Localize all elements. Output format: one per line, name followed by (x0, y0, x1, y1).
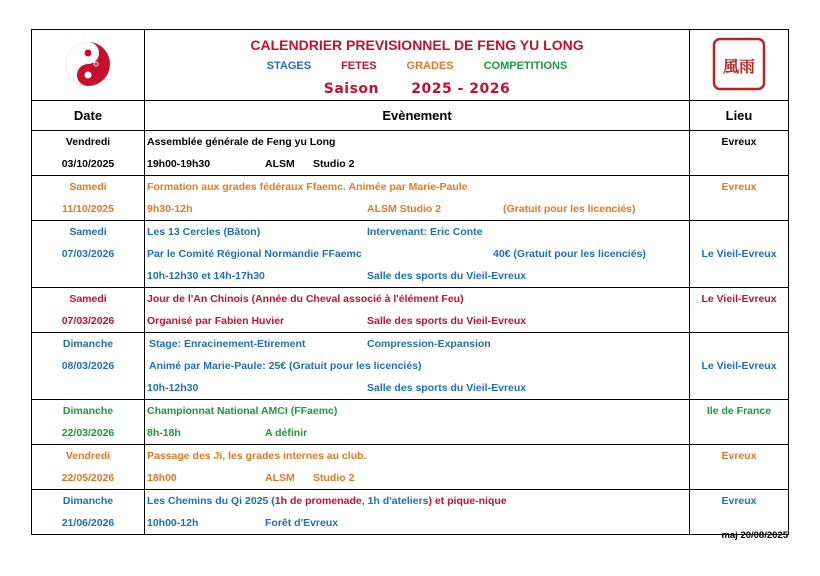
event-title: Les 13 Cercles (Bâton) (147, 226, 261, 238)
event-title: Assemblée générale de Feng yu Long (147, 136, 336, 148)
category-grades: GRADES (406, 60, 454, 72)
table-row (32, 445, 789, 490)
event-title (145, 490, 689, 512)
event-title: Championnat National AMCI (FFaemc) (147, 405, 338, 417)
event-organizer: Par le Comité Régional Normandie FFaemc (147, 248, 362, 260)
col-date: Date (32, 101, 145, 131)
event-title: Stage: Enracinement-Etirement (149, 338, 306, 350)
event-date: 03/10/2025 (61, 158, 115, 170)
event-date: 11/10/2025 (62, 203, 114, 215)
event-date: 08/03/2026 (61, 360, 115, 372)
event-lieu: Evreux (721, 450, 757, 462)
event-venue: A définir (265, 427, 308, 439)
event-day: Samedi (69, 181, 107, 193)
event-title-sep: , (361, 495, 368, 507)
event-room: Studio 2 (313, 158, 355, 170)
event-title-part: Les Chemins du Qi 2025 ( (147, 495, 275, 507)
table-row (32, 288, 789, 333)
column-header-row (32, 101, 789, 131)
event-lieu: Evreux (721, 181, 757, 193)
event-subtitle: Compression-Expansion (367, 338, 491, 350)
club-logo-icon (58, 34, 118, 94)
header-row (32, 30, 789, 101)
category-legend (145, 60, 689, 72)
update-date: maj 20/08/2025 (721, 530, 788, 541)
event-time: 10h-12h30 (147, 382, 199, 394)
table-row (32, 333, 789, 400)
event-date: 22/03/2026 (61, 427, 115, 439)
season-line (145, 81, 689, 97)
event-venue: Salle des sports du Vieil-Evreux (367, 315, 527, 327)
event-title-part: ) et pique-nique (428, 495, 507, 507)
event-day: Vendredi (65, 450, 111, 462)
event-time: 19h00-19h30 (147, 158, 211, 170)
svg-text:風雨: 風雨 (722, 56, 756, 76)
table-row (32, 400, 789, 445)
event-price: 40€ (Gratuit pour les licenciés) (493, 248, 646, 260)
table-row (32, 176, 789, 221)
event-venue: Salle des sports du Vieil-Evreux (367, 270, 527, 282)
event-price: (Gratuit pour les licenciés) (503, 203, 636, 215)
event-day: Dimanche (62, 338, 114, 350)
event-organizer: Animé par Marie-Paule: 25€ (Gratuit pour les licenciés) (149, 360, 422, 372)
calendar-table (31, 29, 789, 535)
event-speaker: Intervenant: Eric Conte (367, 226, 483, 238)
event-venue: Forêt d'Evreux (265, 517, 339, 529)
event-title: Formation aux grades fédéraux Ffaemc. Animée par Marie-Paule (147, 181, 468, 193)
event-day: Samedi (69, 293, 107, 305)
event-day: Dimanche (62, 495, 114, 507)
season-label: Saison (323, 81, 379, 97)
event-day: Samedi (69, 226, 107, 238)
title-cell (145, 30, 690, 101)
event-date: 22/05/2026 (61, 472, 115, 484)
event-lieu: Ile de France (706, 405, 772, 417)
table-row (32, 131, 789, 176)
seal-cell (690, 30, 789, 101)
event-title: Passage des Ji, les grades internes au club. (147, 450, 367, 462)
event-venue: Salle des sports du Vieil-Evreux (367, 382, 527, 394)
event-day: Dimanche (62, 405, 114, 417)
event-title-part: 1h d'ateliers (367, 495, 429, 507)
event-date: 21/06/2026 (61, 517, 115, 529)
event-lieu: Le Vieil-Evreux (701, 293, 777, 305)
table-row (32, 490, 789, 535)
category-competitions: COMPETITIONS (483, 60, 568, 72)
category-stages: STAGES (266, 60, 312, 72)
logo-cell (32, 30, 145, 101)
event-time: 10h00-12h (147, 517, 199, 529)
event-title: Jour de l'An Chinois (Année du Cheval associé à l'élément Feu) (147, 293, 464, 305)
table-row (32, 221, 789, 288)
event-time: 10h-12h30 et 14h-17h30 (147, 270, 265, 282)
page-title: CALENDRIER PREVISIONNEL DE FENG YU LONG (250, 37, 584, 53)
event-venue: ALSM (265, 472, 295, 484)
event-time: 8h-18h (147, 427, 181, 439)
event-title-highlight: 1h de promenade (274, 495, 362, 507)
event-day: Vendredi (65, 136, 111, 148)
event-date: 07/03/2026 (61, 315, 115, 327)
event-lieu: Evreux (721, 136, 757, 148)
col-event: Evènement (145, 101, 690, 131)
col-lieu: Lieu (690, 101, 789, 131)
event-time: 18h00 (147, 472, 177, 484)
category-fetes: FETES (341, 60, 377, 72)
event-venue: ALSM Studio 2 (367, 203, 442, 215)
event-lieu: Evreux (721, 495, 757, 507)
event-lieu: Le Vieil-Evreux (701, 248, 777, 260)
seal-icon (710, 35, 768, 93)
event-date: 07/03/2026 (61, 248, 115, 260)
event-organizer: Organisé par Fabien Huvier (147, 315, 285, 327)
event-venue: ALSM (265, 158, 295, 170)
event-room: Studio 2 (313, 472, 355, 484)
season-years: 2025 - 2026 (411, 81, 511, 97)
event-time: 9h30-12h (147, 203, 193, 215)
event-lieu: Le Vieil-Evreux (701, 360, 777, 372)
